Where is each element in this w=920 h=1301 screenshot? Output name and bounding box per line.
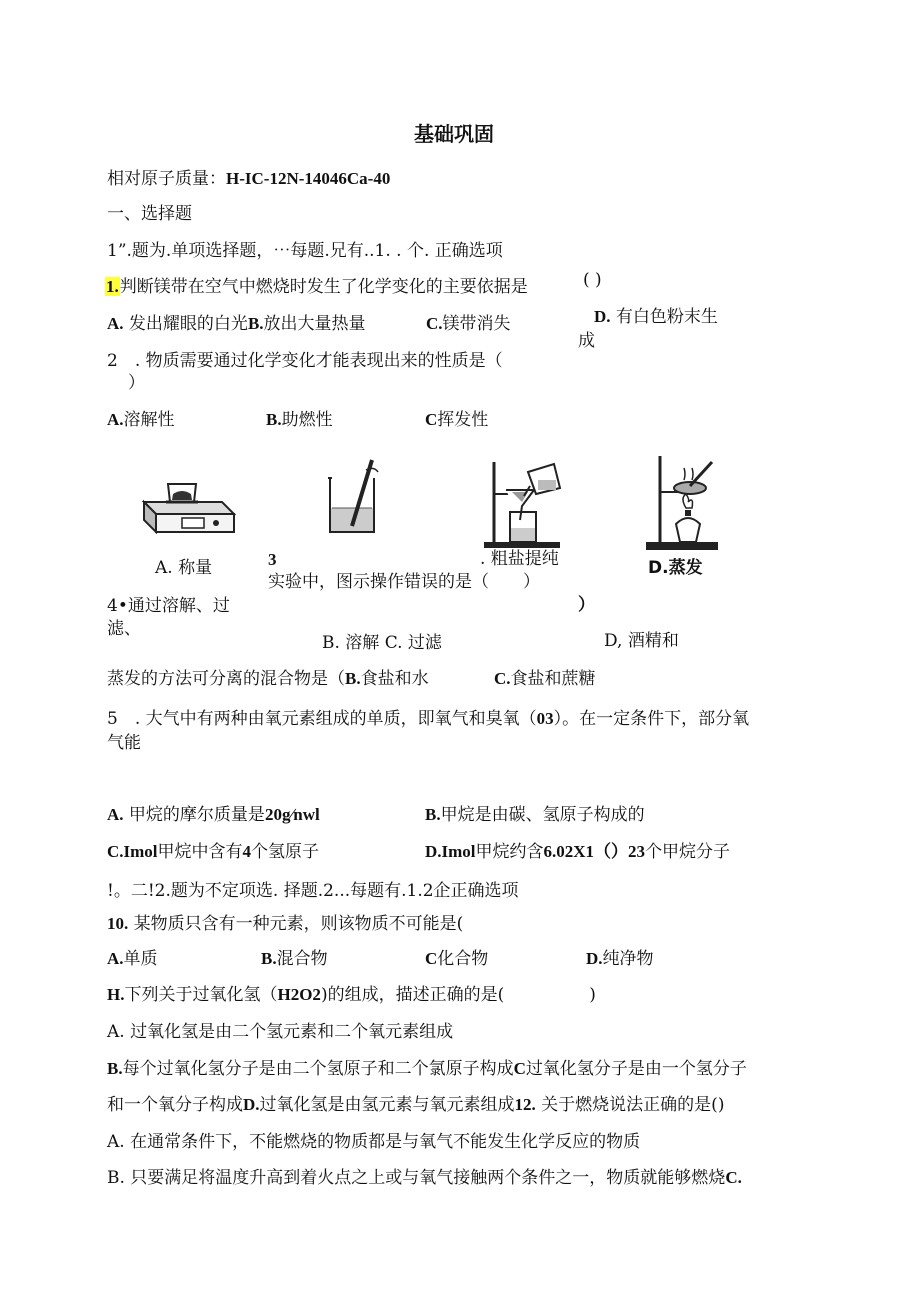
question-10-option-a	[107, 948, 158, 970]
question-11-option-b-c	[107, 1058, 747, 1080]
beaker-dissolve-figure	[322, 456, 382, 536]
question-11-number: H.	[107, 985, 125, 1004]
option-text: 放出大量热量	[263, 314, 366, 334]
question-4-option-c-text	[494, 668, 596, 690]
option-letter: C.	[494, 669, 511, 688]
option-text: 甲烷中含有	[157, 842, 243, 862]
question-11-line2	[107, 1094, 724, 1116]
instruction-single-choice: 1”.题为.单项选择题，⋯每题.兄有..1. . 个. 正确选项	[107, 241, 503, 261]
question-1-stem	[105, 276, 528, 298]
option-text: 食盐和水	[360, 669, 429, 689]
question-4-stem-line2: 滤、	[107, 619, 141, 639]
question-2-option-b	[266, 409, 333, 431]
atomic-mass-label: 相对原子质量：	[107, 169, 226, 189]
question-2-stem-wrap: ）	[128, 373, 145, 393]
option-text: 和一个氧分子构成	[107, 1095, 243, 1115]
question-1-option-c	[426, 313, 511, 335]
question-10-number: 10.	[107, 914, 129, 933]
methane-option-d	[425, 841, 730, 863]
option-text-end: 个氢原子	[251, 842, 320, 862]
question-4-option-d: D, 酒精和	[604, 631, 679, 651]
question-10-option-b	[261, 948, 328, 970]
question-1-number: 1.	[106, 277, 119, 296]
option-text: 甲烷是由碳、氢原子构成的	[440, 805, 645, 825]
option-text: 甲烷约含	[475, 842, 544, 862]
question-4-close-paren: ）	[578, 595, 595, 614]
option-letter: B.	[261, 949, 277, 968]
ozone-formula: 03	[536, 709, 554, 728]
option-text: 镁带消失	[442, 314, 511, 334]
option-text: 过氧化氢分子是由一个氢分子	[525, 1059, 747, 1079]
option-letter: C	[425, 949, 438, 968]
instruction-multi-choice: !。二!2.题为不定项选. 择题.2...每题有.1.2企正确选项	[107, 881, 519, 901]
question-5-text: 5 . 大气中有两种由氧元素组成的单质，即氧气和臭氧（	[107, 709, 537, 729]
option-text: 纯净物	[602, 949, 654, 969]
question-3-number: 3	[268, 550, 277, 569]
question-11-text-end: )的组成，描述正确的是( )	[320, 985, 596, 1005]
option-letter: C.Imol	[107, 842, 158, 861]
section-heading-choice: 一、选择题	[107, 204, 192, 224]
option-text: 每个过氧化氢分子是由二个氢原子和二个氯原子构成	[122, 1059, 514, 1079]
molar-mass-value: 20g∕nwl	[264, 805, 320, 824]
option-letter: B.	[107, 1059, 123, 1078]
option-letter: C	[513, 1059, 526, 1078]
question-12-number: 12.	[514, 1095, 536, 1114]
question-1-option-d-wrap: 成	[578, 331, 595, 351]
question-11-stem	[107, 984, 596, 1006]
page-title: 基础巩固	[414, 122, 494, 146]
methane-option-b	[425, 804, 645, 826]
question-10-stem	[107, 913, 463, 935]
question-5-line1	[107, 708, 749, 730]
question-3-text: 实验中，图示操作错误的是（ ）	[268, 572, 540, 592]
option-letter: A.	[107, 949, 124, 968]
atomic-mass-values: H-IC-12N-14046Ca-40	[226, 169, 391, 188]
methane-option-c	[107, 841, 319, 863]
option-letter: B.	[345, 669, 361, 688]
option-letter: B.	[425, 805, 441, 824]
option-text: 溶解性	[123, 410, 175, 430]
figure-a-label: A. 称量	[155, 558, 213, 578]
option-letter: A.	[107, 314, 124, 333]
option-letter: D.	[594, 307, 611, 326]
option-text: 挥发性	[437, 410, 489, 430]
option-text-end: 个甲烷分子	[645, 842, 731, 862]
option-text: 甲烷的摩尔质量是	[123, 805, 265, 825]
option-letter: C	[425, 410, 438, 429]
count-value: 4	[242, 842, 252, 861]
question-1-option-a	[107, 313, 366, 335]
figure-d-label: D.蒸发	[648, 558, 703, 578]
question-10-option-d	[586, 948, 654, 970]
question-12-text: 关于燃烧说法正确的是()	[535, 1095, 725, 1115]
question-5-text-end: ）。在一定条件下，部分氧	[553, 709, 750, 729]
question-10-option-c	[425, 948, 488, 970]
option-text: 有白色粉末生	[610, 307, 718, 327]
option-text: 化合物	[437, 949, 489, 969]
option-letter: D.	[586, 949, 603, 968]
filtration-figure	[480, 456, 570, 551]
question-2-stem: 2 . 物质需要通过化学变化才能表现出来的性质是（	[107, 351, 503, 371]
evaporation-figure	[640, 450, 725, 556]
question-1-option-d	[594, 306, 718, 328]
option-letter: B.	[266, 410, 282, 429]
peroxide-formula: H2O2	[277, 985, 321, 1004]
question-4-option-b: B. 溶解 C. 过滤	[322, 633, 442, 653]
option-text: B. 只要满足将温度升高到着火点之上或与氧气接触两个条件之一，物质就能够燃烧	[107, 1168, 726, 1188]
question-12-option-b	[107, 1167, 742, 1189]
option-text: 发出耀眼的白光	[123, 314, 248, 334]
option-text: 助燃性	[281, 410, 333, 430]
question-11-text: 下列关于过氧化氢（	[124, 985, 278, 1005]
figure-c-label: . 粗盐提纯	[480, 549, 559, 569]
atomic-mass-line	[107, 168, 390, 190]
option-letter: A.	[107, 410, 124, 429]
option-text: 混合物	[276, 949, 328, 969]
question-1-paren: ( )	[583, 270, 602, 290]
balance-weighing-figure	[138, 478, 236, 540]
option-text: 食盐和蔗糖	[510, 669, 596, 689]
question-4-text: 蒸发的方法可分离的混合物是（	[107, 669, 345, 689]
question-4-stem-line1: 4•通过溶解、过	[107, 596, 230, 616]
option-text: 过氧化氢是由氢元素与氧元素组成	[259, 1095, 515, 1115]
question-2-option-a	[107, 409, 175, 431]
option-letter: C.	[426, 314, 443, 333]
option-letter: A.	[107, 805, 124, 824]
question-2-option-c	[425, 409, 488, 431]
option-letter: C.	[725, 1168, 742, 1187]
option-letter: D.	[243, 1095, 260, 1114]
option-text: 单质	[123, 949, 158, 969]
avogadro-value: 6.02X1（）23	[543, 842, 646, 861]
question-4-line3	[107, 668, 429, 690]
option-letter: B.	[247, 314, 264, 333]
option-letter: D.Imol	[425, 842, 476, 861]
question-10-text: 某物质只含有一种元素，则该物质不可能是(	[128, 914, 464, 934]
question-1-text: 判断镁带在空气中燃烧时发生了化学变化的主要依据是	[119, 277, 528, 297]
question-11-option-a: A. 过氧化氢是由二个氢元素和二个氧元素组成	[107, 1022, 454, 1042]
methane-option-a	[107, 804, 320, 826]
question-12-option-a: A. 在通常条件下，不能燃烧的物质都是与氧气不能发生化学反应的物质	[107, 1132, 641, 1152]
question-5-line2: 气能	[107, 733, 141, 753]
